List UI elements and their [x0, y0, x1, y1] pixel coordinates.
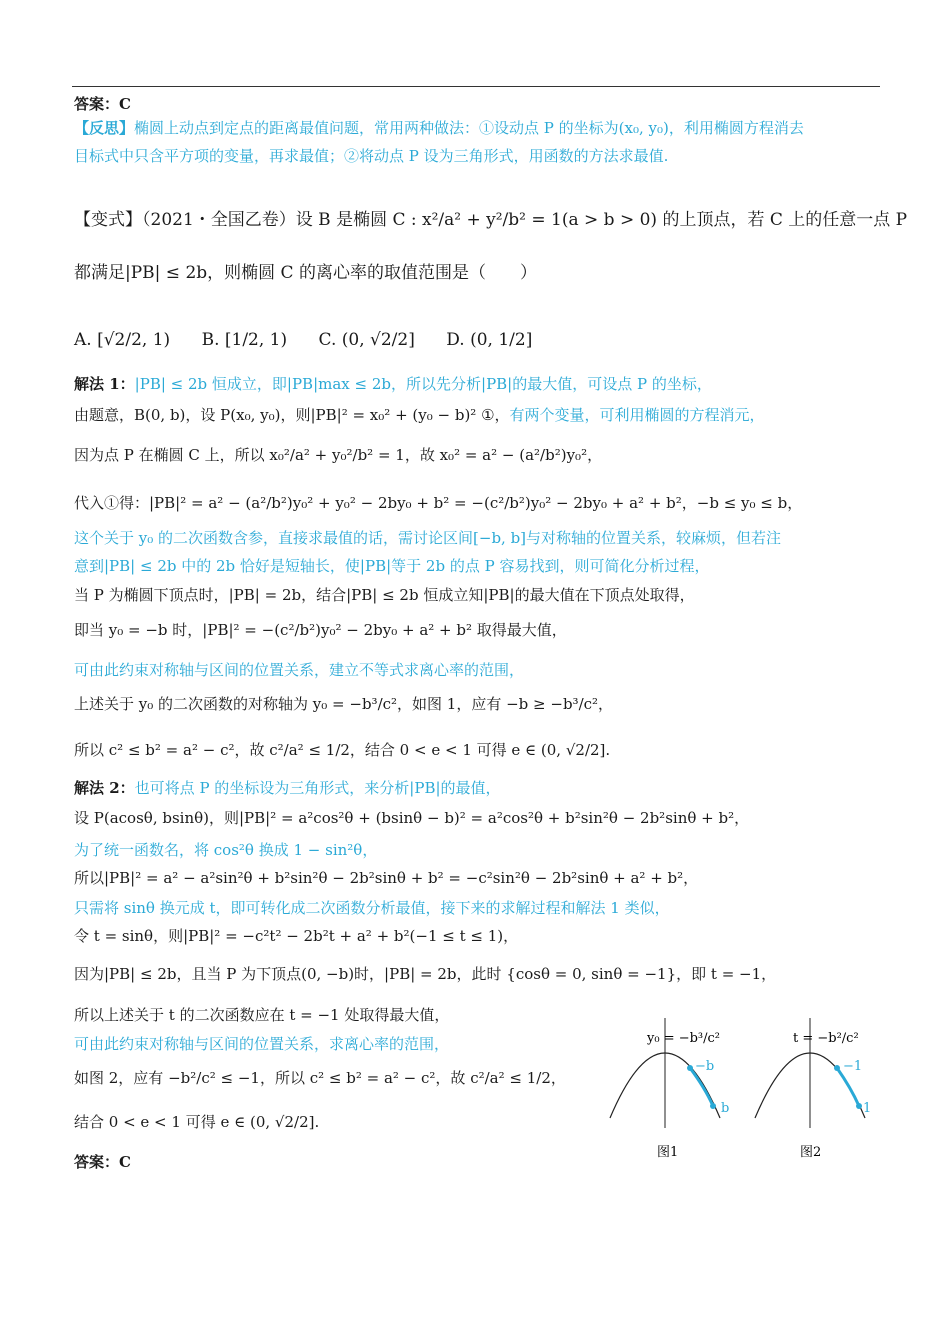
option-c: C. (0, √2/2] [318, 330, 415, 350]
figure-2-end-point [856, 1103, 862, 1109]
solution-line [74, 660, 524, 680]
solution-text: 所以上述关于 t 的二次函数应在 t = −1 处取得最大值， [74, 1006, 450, 1024]
solution-line [74, 926, 518, 946]
solution-commentary: 只需将 sinθ 换元成 t，即可转化成二次函数分析最值，接下来的求解过程和解法 1 类似， [74, 899, 670, 917]
solution-line [74, 1068, 566, 1088]
figure-1 [610, 1018, 729, 1160]
figure-1-end-point [710, 1103, 716, 1109]
solution-text: 解法 1： [74, 375, 135, 393]
figure-2-mark-1: −1 [843, 1059, 863, 1074]
solution-commentary: 这个关于 y₀ 的二次函数含参，直接求最值的话，需讨论区间[−b, b]与对称轴的位置关系，较麻烦，但若注 [74, 529, 782, 547]
figure-2-mark-2: 1 [863, 1101, 872, 1116]
solution-text: 令 t = sinθ，则|PB|² = −c²t² − 2b²t + a² + b²(−1 ≤ t ≤ 1)， [74, 927, 519, 945]
answer-options [74, 330, 594, 350]
figure-1-mark-1: −b [695, 1059, 715, 1074]
answer-label: 答案：C [74, 95, 131, 113]
solution-text: 当 P 为椭圆下顶点时，|PB| = 2b，结合|PB| ≤ 2b 恒成立知|PB|的最大值在下顶点处取得， [74, 586, 695, 604]
solution-line [74, 585, 695, 605]
solution-text: 即当 y₀ = −b 时，|PB|² = −(c²/b²)y₀² − 2by₀ + a² + b² 取得最大值， [74, 621, 567, 639]
solution-line [74, 898, 670, 918]
solution-commentary: 为了统一函数名，将 cos²θ 换成 1 − sin²θ， [74, 841, 378, 859]
solution-text: 设 P(acosθ, bsinθ)，则|PB|² = a²cos²θ + (bsinθ − b)² = a²cos²θ + b²sin²θ − 2b²sinθ + b²， [74, 809, 750, 827]
top-divider [72, 86, 880, 87]
variant-question-line-2: 都满足|PB| ≤ 2b，则椭圆 C 的离心率的取值范围是（ ） [74, 263, 537, 283]
solution-line [74, 964, 776, 984]
reflection-text-1: 椭圆上动点到定点的距离最值问题，常用两种做法：①设动点 P 的坐标为(x₀, y₀)，利用椭圆方程消去 [134, 119, 804, 137]
solution-line [74, 778, 501, 798]
solution-commentary: |PB| ≤ 2b 恒成立，即|PB|max ≤ 2b，所以先分析|PB|的最大值，可设点 P 的坐标， [134, 375, 712, 393]
solution-line [74, 1034, 449, 1054]
solution-text: 所以|PB|² = a² − a²sin²θ + b²sin²θ − 2b²sinθ + b² = −c²sin²θ − 2b²sinθ + a² + b²， [74, 869, 699, 887]
solution-line [74, 840, 377, 860]
parabola-figures [605, 1008, 885, 1168]
solution-text: 由题意，B(0, b)，设 P(x₀, y₀)，则|PB|² = x₀² + (y₀ − b)² ①， [74, 406, 510, 424]
solution-line [74, 1112, 319, 1132]
solution-line [74, 528, 781, 548]
solution-line [74, 493, 802, 513]
option-d: D. (0, 1/2] [446, 330, 533, 350]
figures [605, 1008, 885, 1168]
solution-line [74, 1005, 449, 1025]
solution-line [74, 405, 765, 425]
variant-question-line-1: 【变式】（2021・全国乙卷）设 B 是椭圆 C : x²/a² + y²/b² = 1(a > b > 0) 的上顶点，若 C 上的任意一点 P [74, 210, 908, 230]
solution-text: 解法 2： [74, 779, 135, 797]
solution-line [74, 868, 698, 888]
reflection-line-1 [74, 118, 804, 138]
solution-line [74, 694, 613, 714]
reflection-line-2: 目标式中只含平方项的变量，再求最值；②将动点 P 设为三角形式，用函数的方法求最值. [74, 147, 669, 165]
solution-text: 因为|PB| ≤ 2b，且当 P 为下顶点(0, −b)时，|PB| = 2b，此时 {cosθ = 0, sinθ = −1}，即 t = −1， [74, 965, 777, 983]
solution-commentary: 可由此约束对称轴与区间的位置关系，建立不等式求离心率的范围， [74, 661, 525, 679]
figure-1-caption: 图1 [657, 1145, 679, 1160]
figure-1-start-point [687, 1065, 693, 1071]
solution-line [74, 374, 712, 394]
option-b: B. [1/2, 1) [201, 330, 288, 350]
figure-2-caption: 图2 [800, 1145, 822, 1160]
solution-commentary: 可由此约束对称轴与区间的位置关系，求离心率的范围， [74, 1035, 450, 1053]
solution-line [74, 445, 602, 465]
solution-text: 因为点 P 在椭圆 C 上，所以 x₀²/a² + y₀²/b² = 1，故 x₀² = a² − (a²/b²)y₀²， [74, 446, 603, 464]
solution-line [74, 556, 709, 576]
solution-text: 代入①得：|PB|² = a² − (a²/b²)y₀² + y₀² − 2by₀ + b² = −(c²/b²)y₀² − 2by₀ + a² + b²，−b ≤ y₀ ≤ b， [74, 494, 803, 512]
figure-2-start-point [834, 1065, 840, 1071]
final-answer: 答案：C [74, 1153, 131, 1171]
figure-2-axis-label: t = −b²/c² [793, 1031, 859, 1046]
figure-1-axis-label: y₀ = −b³/c² [647, 1031, 721, 1046]
option-a: A. [√2/2, 1) [74, 330, 171, 350]
solution-commentary: 也可将点 P 的坐标设为三角形式，来分析|PB|的最值， [134, 779, 501, 797]
solution-commentary: 意到|PB| ≤ 2b 中的 2b 恰好是短轴长，使|PB|等于 2b 的点 P 容易找到，则可简化分析过程， [74, 557, 710, 575]
figure-1-mark-2: b [721, 1101, 730, 1116]
solution-text: 所以 c² ≤ b² = a² − c²，故 c²/a² ≤ 1/2，结合 0 < e < 1 可得 e ∈ (0, √2/2]. [74, 741, 611, 759]
solution-line [74, 620, 567, 640]
solution-commentary: 有两个变量，可利用椭圆的方程消元， [509, 406, 765, 424]
reflection-tag: 【反思】 [74, 119, 135, 137]
solution-line [74, 740, 610, 760]
solution-line [74, 808, 749, 828]
figure-2 [755, 1018, 871, 1160]
solution-text: 结合 0 < e < 1 可得 e ∈ (0, √2/2]. [74, 1113, 320, 1131]
solution-text: 上述关于 y₀ 的二次函数的对称轴为 y₀ = −b³/c²，如图 1，应有 −b ≥ −b³/c²， [74, 695, 614, 713]
solution-text: 如图 2，应有 −b²/c² ≤ −1，所以 c² ≤ b² = a² − c²，故 c²/a² ≤ 1/2， [74, 1069, 566, 1087]
